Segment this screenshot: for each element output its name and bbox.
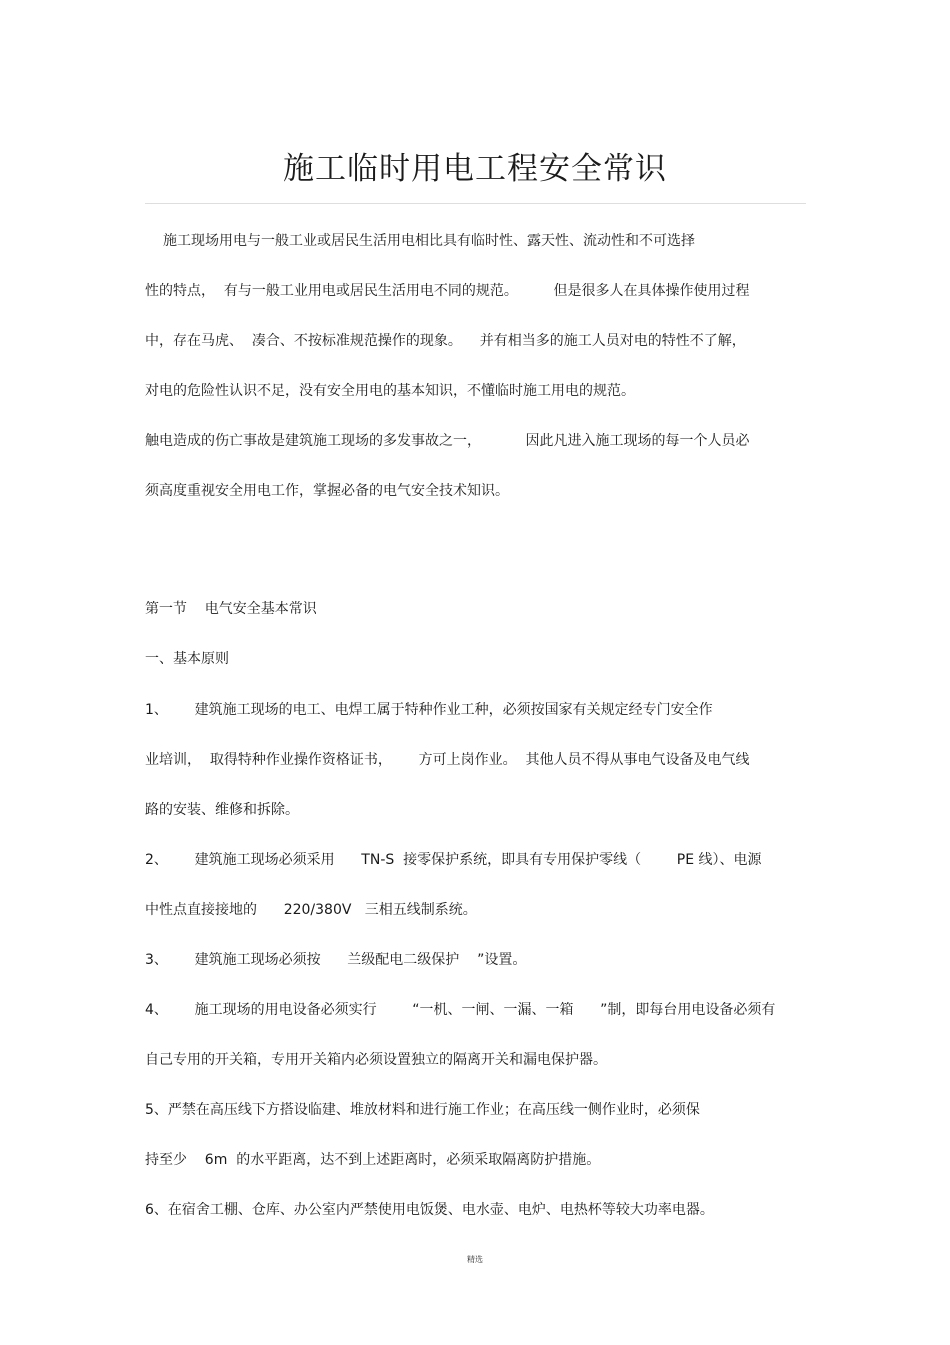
rule-4-line-1: 4、 施工现场的用电设备必须实行 “一机、一闸、一漏、一箱 ”制，即每台用电设备必须有 <box>145 1002 776 1018</box>
page-footer: 精选 <box>467 1255 483 1264</box>
rule-1-line-1: 1、 建筑施工现场的电工、电焊工属于特种作业工种，必须按国家有关规定经专门安全作 <box>145 702 713 718</box>
intro-line-5: 触电造成的伤亡事故是建筑施工现场的多发事故之一， 因此凡进入施工现场的每一个人员必 <box>145 433 750 449</box>
rule-5-line-1: 5、严禁在高压线下方搭设临建、堆放材料和进行施工作业；在高压线一侧作业时，必须保 <box>145 1102 700 1118</box>
intro-line-1: 施工现场用电与一般工业或居民生活用电相比具有临时性、露天性、流动性和不可选择 <box>163 233 695 249</box>
rule-2-line-1: 2、 建筑施工现场必须采用 TN-S 接零保护系统，即具有专用保护零线（ PE 线）、电源 <box>145 852 762 868</box>
page-title: 施工临时用电工程安全常识 <box>283 150 667 187</box>
intro-line-6: 须高度重视安全用电工作，掌握必备的电气安全技术知识。 <box>145 483 509 499</box>
rule-1-line-2: 业培训， 取得特种作业操作资格证书， 方可上岗作业。 其他人员不得从事电气设备及电气线 <box>145 752 750 768</box>
section-heading: 第一节 电气安全基本常识 <box>145 601 317 617</box>
intro-line-3: 中，存在马虎、 凑合、不按标准规范操作的现象。 并有相当多的施工人员对电的特性不了解， <box>145 333 746 349</box>
rule-6-line-1: 6、在宿舍工棚、仓库、办公室内严禁使用电饭煲、电水壶、电炉、电热杯等较大功率电器。 <box>145 1202 714 1218</box>
intro-line-4: 对电的危险性认识不足，没有安全用电的基本知识，不懂临时施工用电的规范。 <box>145 383 635 399</box>
rule-5-line-2: 持至少 6m 的水平距离，达不到上述距离时，必须采取隔离防护措施。 <box>145 1152 601 1168</box>
intro-line-2: 性的特点， 有与一般工业用电或居民生活用电不同的规范。 但是很多人在具体操作使用过程 <box>145 283 750 299</box>
rule-3-line-1: 3、 建筑施工现场必须按 兰级配电二级保护 ”设置。 <box>145 952 527 968</box>
rule-1-line-3: 路的安装、维修和拆除。 <box>145 802 299 818</box>
rule-4-line-2: 自己专用的开关箱，专用开关箱内必须设置独立的隔离开关和漏电保护器。 <box>145 1052 607 1068</box>
rule-2-line-2: 中性点直接接地的 220/380V 三相五线制系统。 <box>145 902 477 918</box>
subsection-heading: 一、基本原则 <box>145 651 229 667</box>
title-divider <box>145 203 806 204</box>
